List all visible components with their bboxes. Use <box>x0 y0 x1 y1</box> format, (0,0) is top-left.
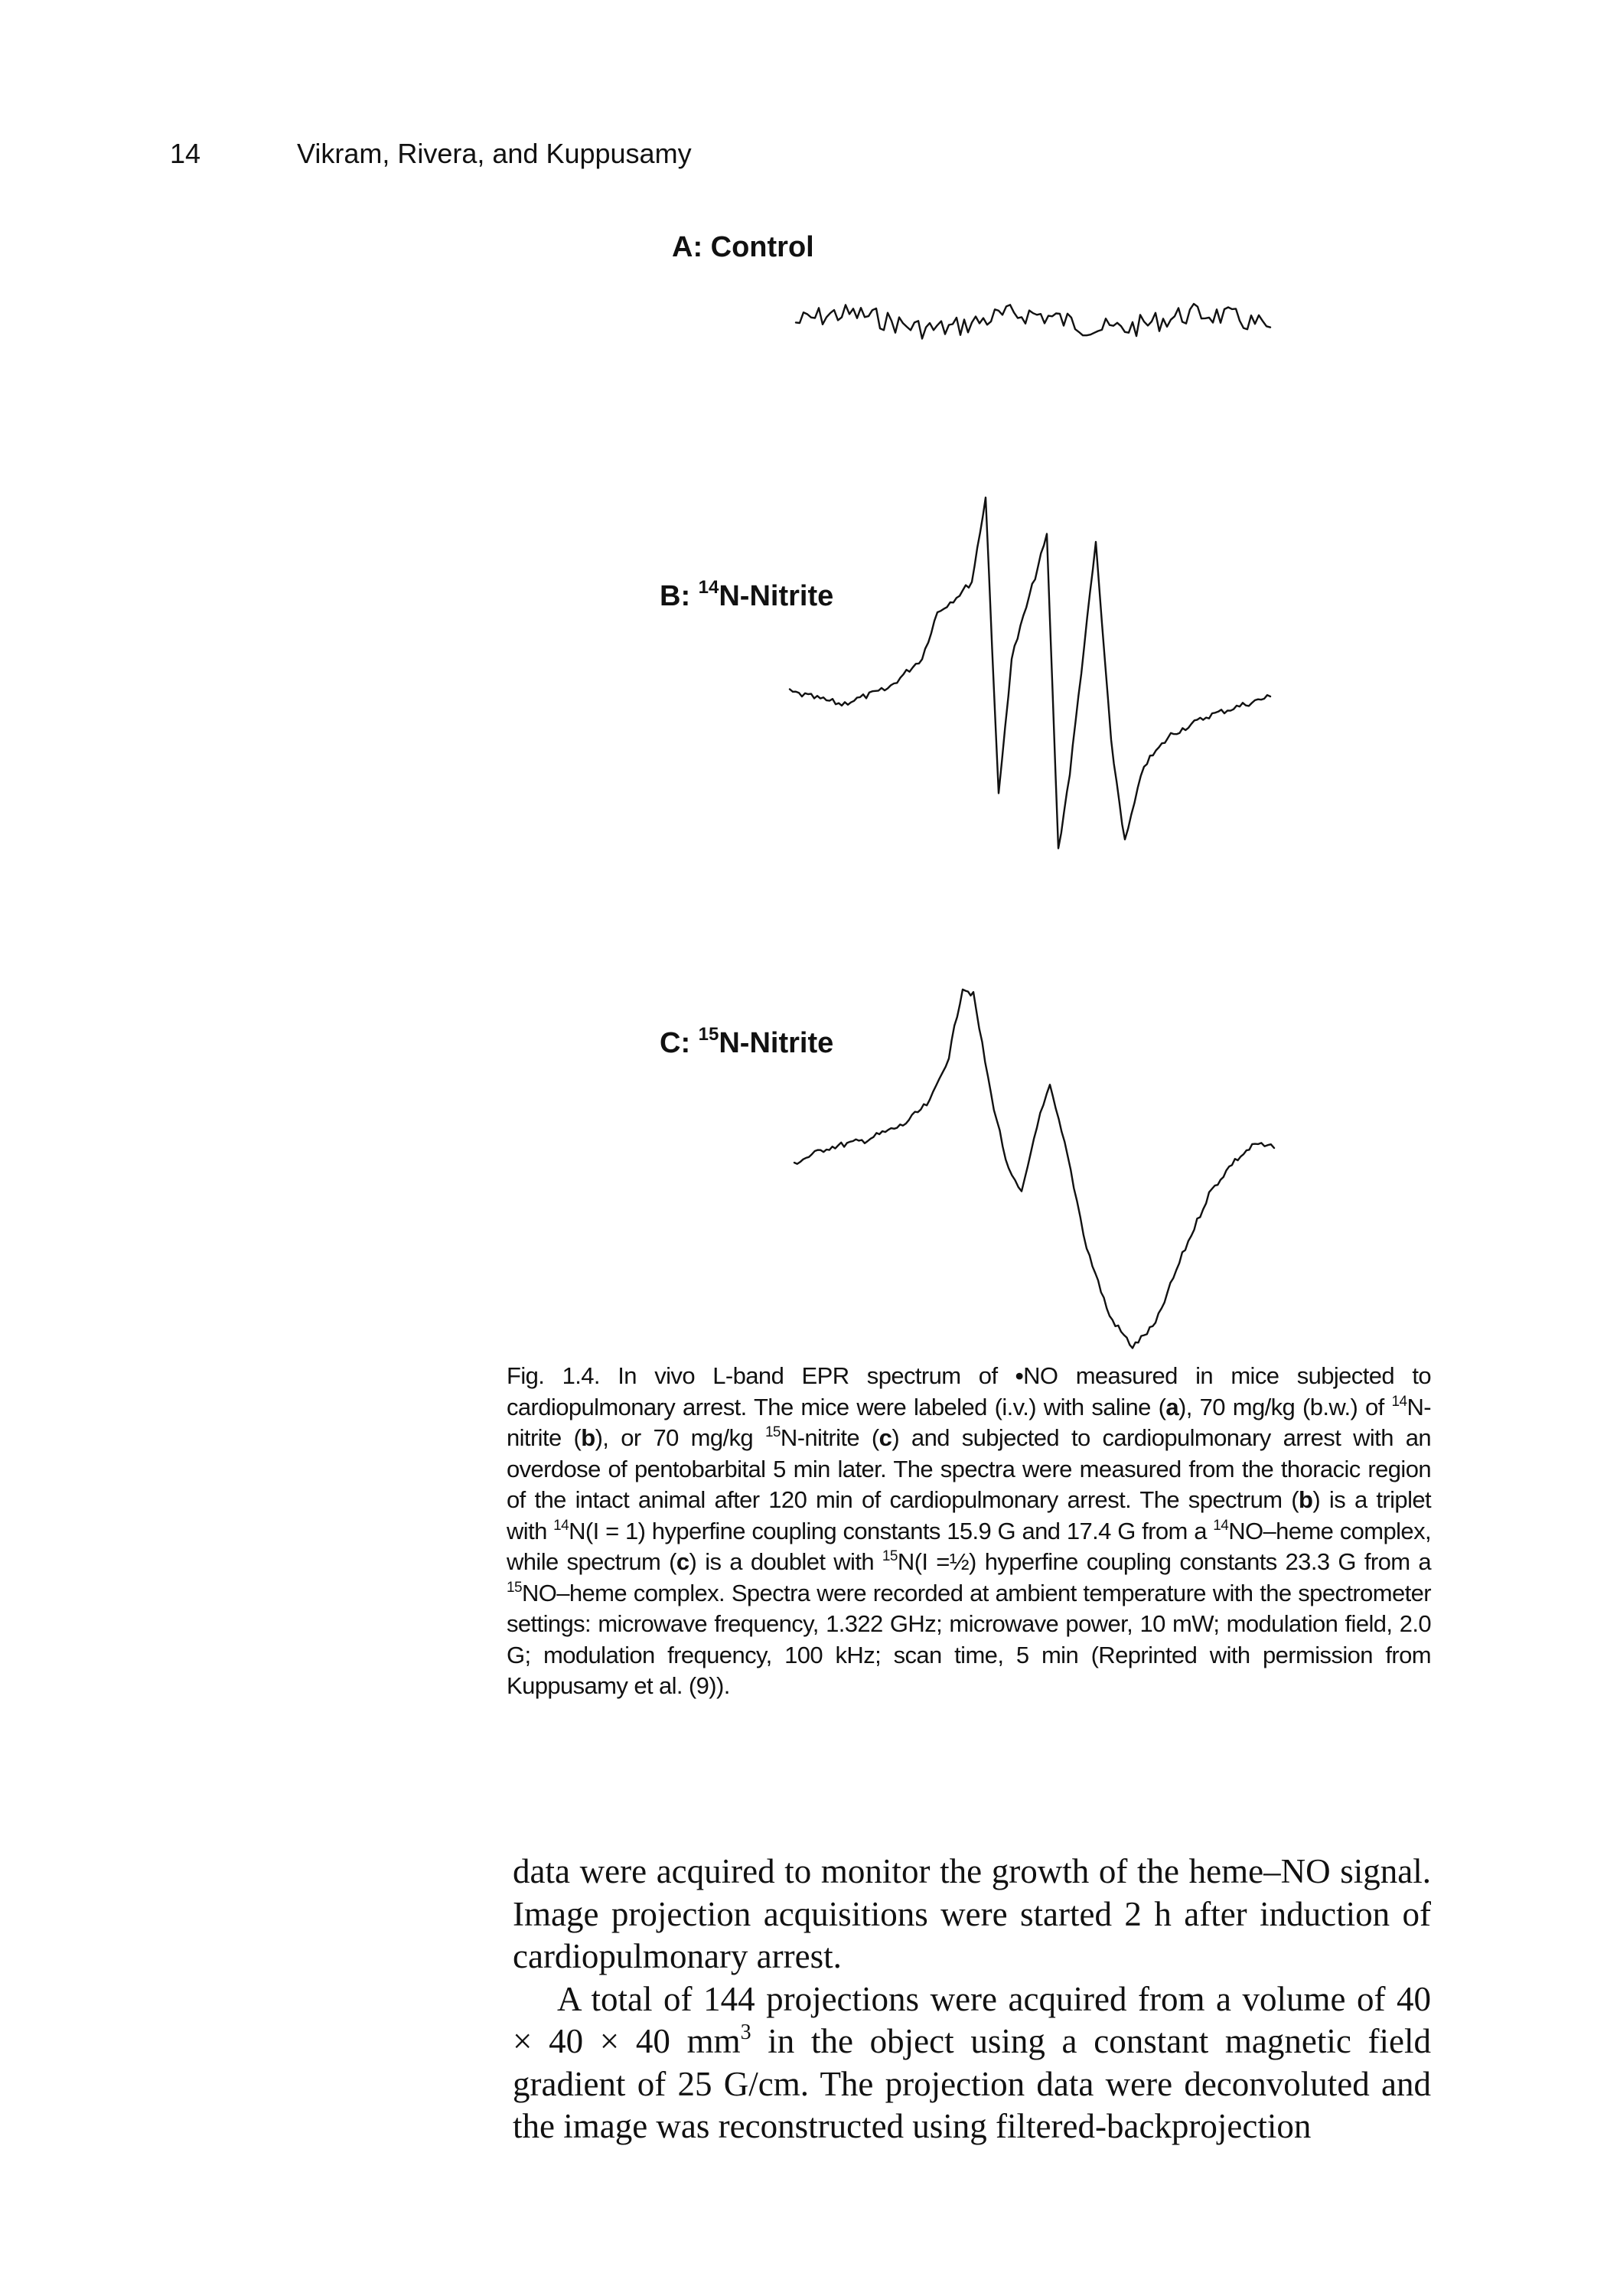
caption-ref-c: c <box>676 1548 689 1575</box>
isotope-sup: 15 <box>764 1424 781 1440</box>
caption-text: In vivo L-band EPR spectrum of <box>599 1362 1015 1389</box>
panel-b-title: N-Nitrite <box>719 580 834 612</box>
figure-label: Fig. 1.4. <box>507 1362 600 1389</box>
caption-text: NO measured in mice subjected to cardiopulmonary arrest. The mice were labeled (i.v.) with saline ( <box>507 1362 1431 1420</box>
isotope-sup: 14 <box>1213 1517 1229 1534</box>
panel-c-title: N-Nitrite <box>719 1027 834 1059</box>
panel-c-isotope: 15 <box>698 1024 719 1045</box>
caption-ref-b: b <box>581 1424 595 1451</box>
isotope-sup: 14 <box>1391 1393 1407 1410</box>
spectrum-c-15n-nitrite <box>794 990 1274 1349</box>
figure-caption <box>507 1361 1431 1702</box>
running-head: Vikram, Rivera, and Kuppusamy <box>297 138 692 169</box>
caption-text: N-nitrite ( <box>507 1393 1431 1451</box>
panel-b-isotope: 14 <box>698 577 719 598</box>
isotope-sup: 15 <box>507 1579 522 1596</box>
caption-ref-a: a <box>1165 1393 1179 1420</box>
spectrum-a-control <box>796 304 1270 339</box>
caption-ref-c: c <box>878 1424 892 1451</box>
caption-text: N(I = 1) hyperfine coupling constants 15.9 G and 17.4 G from a <box>569 1517 1214 1544</box>
caption-text: NO–heme complex. Spectra were recorded at ambient temperature with the spectrometer settings: microwave frequency, 1.322 GHz; microwave power, 10 mW; modulation field, 2.0 G; modulation frequency, 100 kHz; scan time, 5 min (Reprinted with permission from Kuppusamy et al. (9)). <box>507 1579 1431 1699</box>
isotope-sup: 14 <box>553 1517 569 1534</box>
caption-ref-b: b <box>1299 1486 1313 1513</box>
radical-dot: • <box>1015 1362 1024 1389</box>
caption-text: N(I =½) hyperfine coupling constants 23.3 G from a <box>897 1548 1431 1575</box>
body-text <box>513 1851 1431 2148</box>
body-text-run: A total of 144 projections were acquired from a volume of 40 × 40 × 40 mm <box>513 1979 1431 2060</box>
body-text-run: in the object using a constant magnetic field gradient of 25 G/cm. The projection data were deconvoluted and the image was reconstructed using filtered-backprojection <box>513 2022 1431 2145</box>
body-paragraph-1: data were acquired to monitor the growth of the heme–NO signal. Image projection acquisitions were started 2 h after induction of cardiopulmonary arrest. <box>513 1852 1431 1975</box>
caption-text: ) and subjected to cardiopulmonary arrest with an overdose of pentobarbital 5 min later. The spectra were measured from the thoracic region of the intact animal after 120 min of cardiopulmonary arrest. The spectrum ( <box>507 1424 1432 1513</box>
page-number: 14 <box>170 138 201 169</box>
caption-text: NO–heme complex, while spectrum ( <box>507 1517 1431 1575</box>
isotope-sup: 15 <box>882 1548 898 1564</box>
spectrum-b-14n-nitrite <box>790 497 1270 848</box>
caption-text: ), or 70 mg/kg <box>595 1424 765 1451</box>
panel-a-title: Control <box>710 231 814 263</box>
caption-text: N-nitrite ( <box>780 1424 879 1451</box>
panel-a-prefix: A: <box>672 231 711 263</box>
panel-b-prefix: B: <box>660 580 699 612</box>
caption-text: ) is a doublet with <box>689 1548 882 1575</box>
caption-text: ) is a triplet with <box>507 1486 1432 1544</box>
superscript: 3 <box>740 2020 751 2044</box>
panel-c-prefix: C: <box>660 1027 699 1059</box>
body-paragraph-2 <box>513 1978 1431 2148</box>
caption-text: ), 70 mg/kg (b.w.) of <box>1178 1393 1392 1420</box>
